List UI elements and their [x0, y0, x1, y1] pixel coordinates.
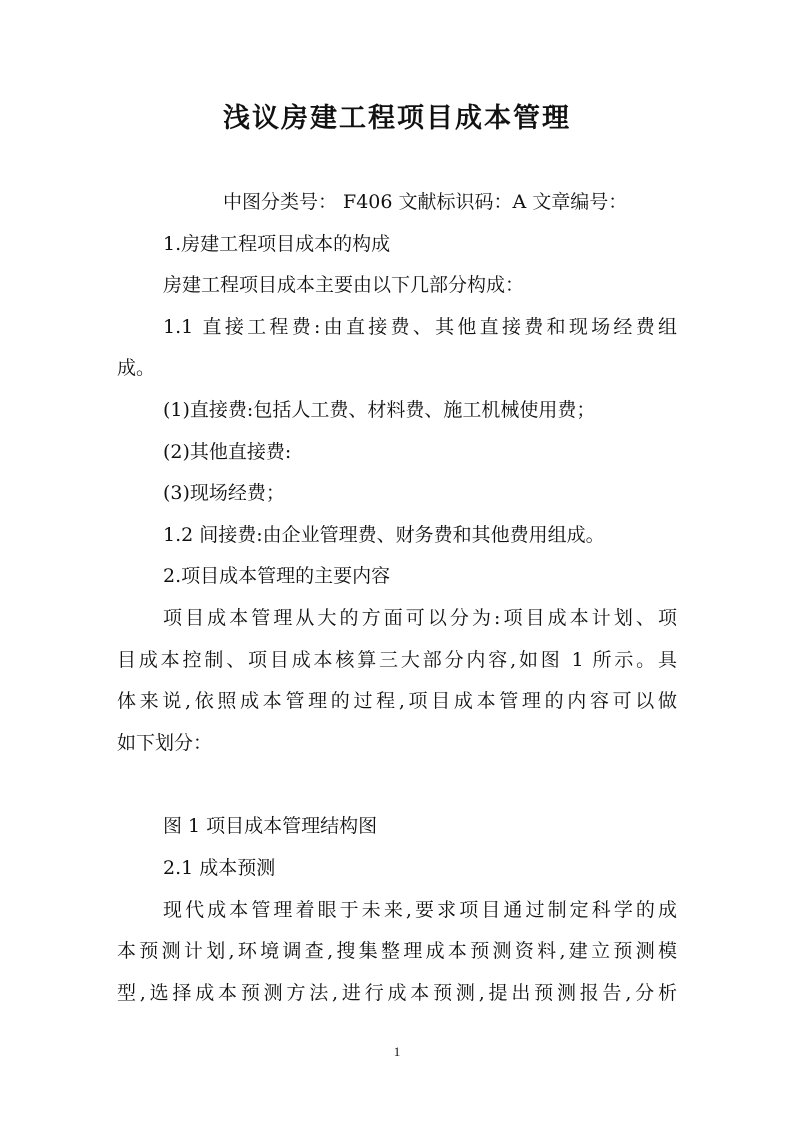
paragraph-line: 本预测计划,环境调查,搜集整理成本预测资料,建立预测模 — [117, 940, 677, 963]
heading-2: 2.项目成本管理的主要内容 — [163, 565, 391, 588]
figure-caption: 图 1 项目成本管理结构图 — [163, 815, 378, 838]
intro-paragraph: 房建工程项目成本主要由以下几部分构成： — [163, 274, 525, 297]
paragraph-line: 如下划分： — [117, 731, 213, 754]
page-number: 1 — [393, 1044, 401, 1059]
paragraph-line: 目成本控制、项目成本核算三大部分内容,如图 1 所示。具 — [117, 648, 677, 671]
section-1-1-line: 成。 — [117, 357, 156, 380]
list-item: (1)直接费:包括人工费、材料费、施工机械使用费； — [163, 398, 596, 421]
list-item: (2)其他直接费: — [163, 440, 292, 463]
section-1-1-line: 1.1 直接工程费:由直接费、其他直接费和现场经费组 — [163, 315, 677, 338]
paragraph-line: 现代成本管理着眼于未来,要求项目通过制定科学的成 — [163, 898, 677, 921]
document-body — [117, 182, 677, 1014]
paragraph-line: 型,选择成本预测方法,进行成本预测,提出预测报告,分析 — [117, 981, 677, 1004]
section-1-2: 1.2 间接费:由企业管理费、财务费和其他费用组成。 — [163, 523, 605, 546]
page-title: 浅议房建工程项目成本管理 — [223, 103, 571, 134]
figure-placeholder — [117, 764, 677, 806]
heading-1: 1.房建工程项目成本的构成 — [163, 232, 391, 255]
list-item: (3)现场经费； — [163, 482, 285, 505]
paragraph-line: 项目成本管理从大的方面可以分为:项目成本计划、项 — [163, 606, 677, 629]
paragraph-line: 体来说,依照成本管理的过程,项目成本管理的内容可以做 — [117, 690, 677, 713]
classification-line: 中图分类号： F406 文献标识码：A 文章编号： — [223, 191, 628, 213]
section-2-1: 2.1 成本预测 — [163, 856, 276, 879]
